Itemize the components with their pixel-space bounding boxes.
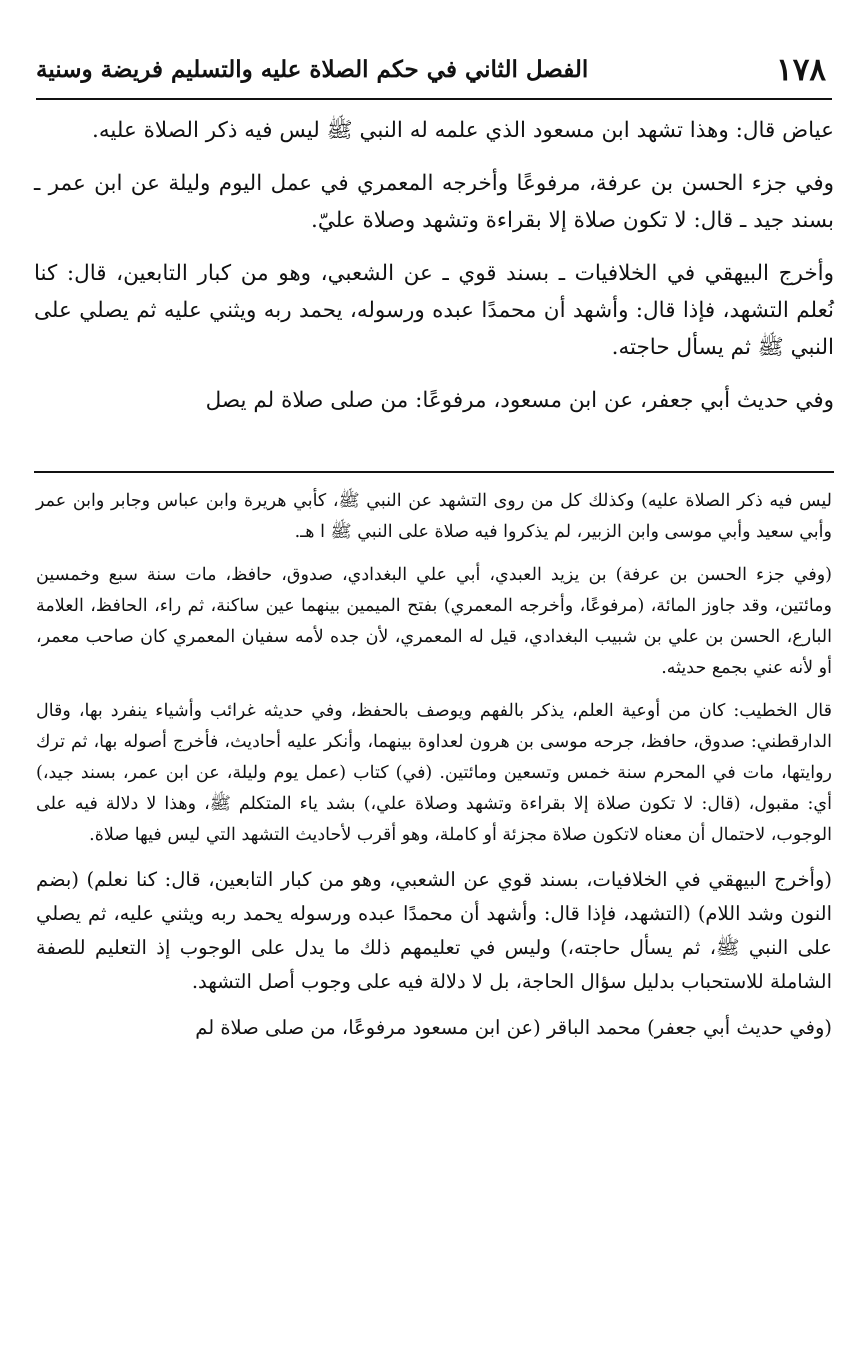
matn-paragraph-3: وأخرج البيهقي في الخلافيات ـ بسند قوي ـ عن الشعبي، وهو من كبار التابعين، قال: كنا نُعلم التشهد، فإذا قال: وأشهد أن محمدًا عبده ورسوله، يحمد ربه ويثني عليه ثم يصلي على النبي ﷺ ثم يسأل حاجته.: [34, 261, 834, 360]
matn-paragraph-4: وفي حديث أبي جعفر، عن ابن مسعود، مرفوعًا: من صلى صلاة لم يصل: [205, 388, 834, 413]
page-header: [36, 46, 832, 100]
commentary-paragraph-4: (وأخرج البيهقي في الخلافيات، بسند قوي عن الشعبي، وهو من كبار التابعين، قال: كنا نعلم) (بضم النون وشد اللام) (التشهد، فإذا قال: وأشهد أن محمدًا عبده ورسوله يحمد ربه ويثني عليه، ثم يصلي على النبي ﷺ، ثم يسأل حاجته،) وليس في تعليمهم ذلك ما يدل على الوجوب إذ التعليم للصفة الشاملة للاستحباب بدليل سؤال الحاجة، بل لا دلالة فيه على وجوب أصل التشهد.: [36, 868, 832, 993]
commentary-paragraph-1: ليس فيه ذكر الصلاة عليه) وكذلك كل من روى التشهد عن النبي ﷺ، كأبي هريرة وابن عباس وجابر وابن عمر وأبي سعيد وأبي موسى وابن الزبير، لم يذكروا فيه صلاة على النبي ﷺ ا هـ.: [36, 491, 832, 542]
matn-paragraph-1: عياض قال: وهذا تشهد ابن مسعود الذي علمه له النبي ﷺ ليس فيه ذكر الصلاة عليه.: [92, 118, 834, 143]
commentary-text: [36, 486, 832, 1047]
commentary-paragraph-2: (وفي جزء الحسن بن عرفة) بن يزيد العبدي، أبي علي البغدادي، صدوق، حافظ، مات سنة سبع وخمسين ومائتين، وقد جاوز المائة، (مرفوعًا، وأخرجه المعمري) بفتح الميمين بينهما عين ساكنة، ثم راء، الحافظ، العلامة البارع، الحسن بن علي بن شبيب البغدادي، قيل له المعمري، لأن جده لأمه سفيان المعمري كان صاحب معمر، أو لأنه عني بجمع حديثه.: [36, 565, 832, 678]
chapter-title: الفصل الثاني في حكم الصلاة عليه والتسليم فريضة وسنية: [36, 56, 589, 83]
page-number: ١٧٨: [776, 52, 826, 88]
matn-paragraph-2: وفي جزء الحسن بن عرفة، مرفوعًا وأخرجه المعمري في عمل اليوم وليلة عن ابن عمر ـ بسند جيد ـ قال: لا تكون صلاة إلا بقراءة وتشهد وصلاة عليّ.: [34, 171, 834, 233]
main-text: [34, 112, 834, 422]
commentary-paragraph-5: (وفي حديث أبي جعفر) محمد الباقر (عن ابن مسعود مرفوعًا، من صلى صلاة لم: [195, 1016, 832, 1039]
commentary-paragraph-3: قال الخطيب: كان من أوعية العلم، يذكر بالفهم ويوصف بالحفظ، وفي حديثه غرائب وأشياء ينفرد بها، وقال الدارقطني: صدوق، حافظ، جرحه موسى بن هرون لعداوة بينهما، وأنكر عليه أحاديث، فأخرج أصوله بها، ثم ترك روايتها، مات في المحرم سنة خمس وتسعين ومائتين. (في) كتاب (عمل يوم وليلة، عن ابن عمر، بسند جيد،) أي: مقبول، (قال: لا تكون صلاة إلا بقراءة وتشهد وصلاة علي،) بشد ياء المتكلم ﷺ، وهذا لا دلالة فيه على الوجوب، لاحتمال أن معناه لاتكون صلاة مجزئة أو كاملة، وهو أقرب لأحاديث التشهد التي ليس فيها صلاة.: [36, 701, 832, 845]
section-divider: [34, 471, 834, 473]
